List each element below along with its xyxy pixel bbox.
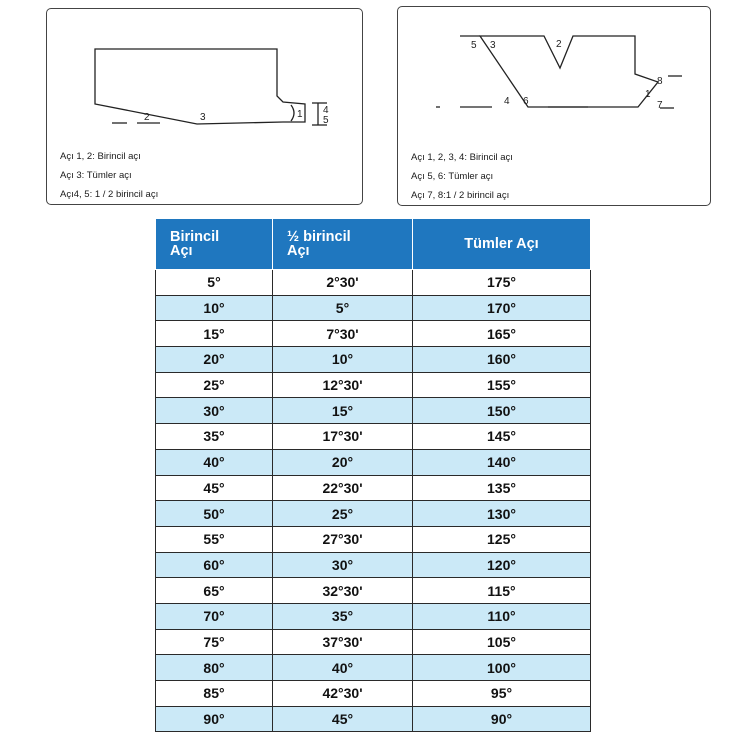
cell-complementary-angle: 100° xyxy=(413,655,591,681)
cell-half-primary-angle: 15° xyxy=(273,398,413,424)
cell-primary-angle: 15° xyxy=(156,321,273,347)
cell-primary-angle: 80° xyxy=(156,655,273,681)
left-inner-arc xyxy=(291,105,294,121)
table-row xyxy=(156,475,591,501)
cell-half-primary-angle: 40° xyxy=(273,655,413,681)
cell-complementary-angle: 90° xyxy=(413,706,591,732)
right-captions xyxy=(411,148,513,205)
table-row xyxy=(156,424,591,450)
cell-half-primary-angle: 42°30' xyxy=(273,681,413,707)
cell-half-primary-angle: 5° xyxy=(273,295,413,321)
right-label-2: 2 xyxy=(556,39,562,50)
diagram-panel-left xyxy=(46,8,363,205)
cell-half-primary-angle: 2°30' xyxy=(273,270,413,296)
right-caption-1: Açı 1, 2, 3, 4: Birincil açı xyxy=(411,152,513,163)
left-caption-1: Açı 1, 2: Birincil açı xyxy=(60,151,141,162)
cell-complementary-angle: 110° xyxy=(413,603,591,629)
table-row xyxy=(156,270,591,296)
cell-complementary-angle: 150° xyxy=(413,398,591,424)
cell-primary-angle: 40° xyxy=(156,449,273,475)
left-captions xyxy=(60,147,158,204)
cell-half-primary-angle: 32°30' xyxy=(273,578,413,604)
cell-primary-angle: 50° xyxy=(156,501,273,527)
right-label-1: 1 xyxy=(645,89,651,100)
table-row xyxy=(156,706,591,732)
cell-complementary-angle: 120° xyxy=(413,552,591,578)
left-label-2: 2 xyxy=(144,112,150,123)
cell-primary-angle: 90° xyxy=(156,706,273,732)
left-label-1: 1 xyxy=(297,109,303,120)
cell-complementary-angle: 135° xyxy=(413,475,591,501)
cell-primary-angle: 60° xyxy=(156,552,273,578)
cell-primary-angle: 55° xyxy=(156,526,273,552)
cell-complementary-angle: 175° xyxy=(413,270,591,296)
left-label-5: 5 xyxy=(323,115,329,126)
left-label-3: 3 xyxy=(200,112,206,123)
cell-primary-angle: 25° xyxy=(156,372,273,398)
table-header-row xyxy=(156,219,591,270)
cell-primary-angle: 65° xyxy=(156,578,273,604)
cell-primary-angle: 75° xyxy=(156,629,273,655)
table-body xyxy=(156,270,591,732)
table-row xyxy=(156,449,591,475)
cell-half-primary-angle: 30° xyxy=(273,552,413,578)
cell-primary-angle: 5° xyxy=(156,270,273,296)
cell-complementary-angle: 145° xyxy=(413,424,591,450)
table-row xyxy=(156,603,591,629)
table-row xyxy=(156,526,591,552)
cell-complementary-angle: 160° xyxy=(413,347,591,373)
cell-primary-angle: 70° xyxy=(156,603,273,629)
header-primary-angle: Birincil Açı xyxy=(156,219,273,270)
right-label-5: 5 xyxy=(471,40,477,51)
cell-half-primary-angle: 22°30' xyxy=(273,475,413,501)
cell-half-primary-angle: 7°30' xyxy=(273,321,413,347)
cell-half-primary-angle: 37°30' xyxy=(273,629,413,655)
cell-half-primary-angle: 17°30' xyxy=(273,424,413,450)
cell-complementary-angle: 165° xyxy=(413,321,591,347)
table-row xyxy=(156,655,591,681)
table-row xyxy=(156,629,591,655)
cell-primary-angle: 10° xyxy=(156,295,273,321)
right-caption-3: Açı 7, 8:1 / 2 birincil açı xyxy=(411,190,510,201)
cell-complementary-angle: 125° xyxy=(413,526,591,552)
table-row xyxy=(156,321,591,347)
cell-complementary-angle: 105° xyxy=(413,629,591,655)
right-label-3: 3 xyxy=(490,40,496,51)
cell-complementary-angle: 95° xyxy=(413,681,591,707)
cell-half-primary-angle: 45° xyxy=(273,706,413,732)
cell-half-primary-angle: 10° xyxy=(273,347,413,373)
table-row xyxy=(156,578,591,604)
left-caption-2: Açı 3: Tümler açı xyxy=(60,170,132,181)
left-caption-3: Açı4, 5: 1 / 2 birincil açı xyxy=(60,189,159,200)
cell-primary-angle: 45° xyxy=(156,475,273,501)
cell-complementary-angle: 140° xyxy=(413,449,591,475)
table-row xyxy=(156,372,591,398)
cell-complementary-angle: 130° xyxy=(413,501,591,527)
right-caption-2: Açı 5, 6: Tümler açı xyxy=(411,171,494,182)
cell-complementary-angle: 155° xyxy=(413,372,591,398)
right-label-8: 8 xyxy=(657,76,663,87)
cell-half-primary-angle: 35° xyxy=(273,603,413,629)
cell-half-primary-angle: 20° xyxy=(273,449,413,475)
header-half-primary-angle: ½ birincil Açı xyxy=(273,219,413,270)
cell-primary-angle: 20° xyxy=(156,347,273,373)
cell-half-primary-angle: 25° xyxy=(273,501,413,527)
header-complementary-angle: Tümler Açı xyxy=(413,219,591,270)
table-row xyxy=(156,552,591,578)
angle-table xyxy=(155,219,591,732)
right-label-6: 6 xyxy=(523,96,529,107)
cell-primary-angle: 30° xyxy=(156,398,273,424)
table-row xyxy=(156,501,591,527)
cell-primary-angle: 35° xyxy=(156,424,273,450)
cell-half-primary-angle: 27°30' xyxy=(273,526,413,552)
right-label-4: 4 xyxy=(504,96,510,107)
cell-complementary-angle: 115° xyxy=(413,578,591,604)
cell-half-primary-angle: 12°30' xyxy=(273,372,413,398)
cell-primary-angle: 85° xyxy=(156,681,273,707)
table-row xyxy=(156,295,591,321)
table-row xyxy=(156,681,591,707)
cell-complementary-angle: 170° xyxy=(413,295,591,321)
right-label-7: 7 xyxy=(657,100,663,111)
table-row xyxy=(156,398,591,424)
left-label-4: 4 xyxy=(323,105,329,116)
table-row xyxy=(156,347,591,373)
diagram-panel-right xyxy=(397,6,711,206)
